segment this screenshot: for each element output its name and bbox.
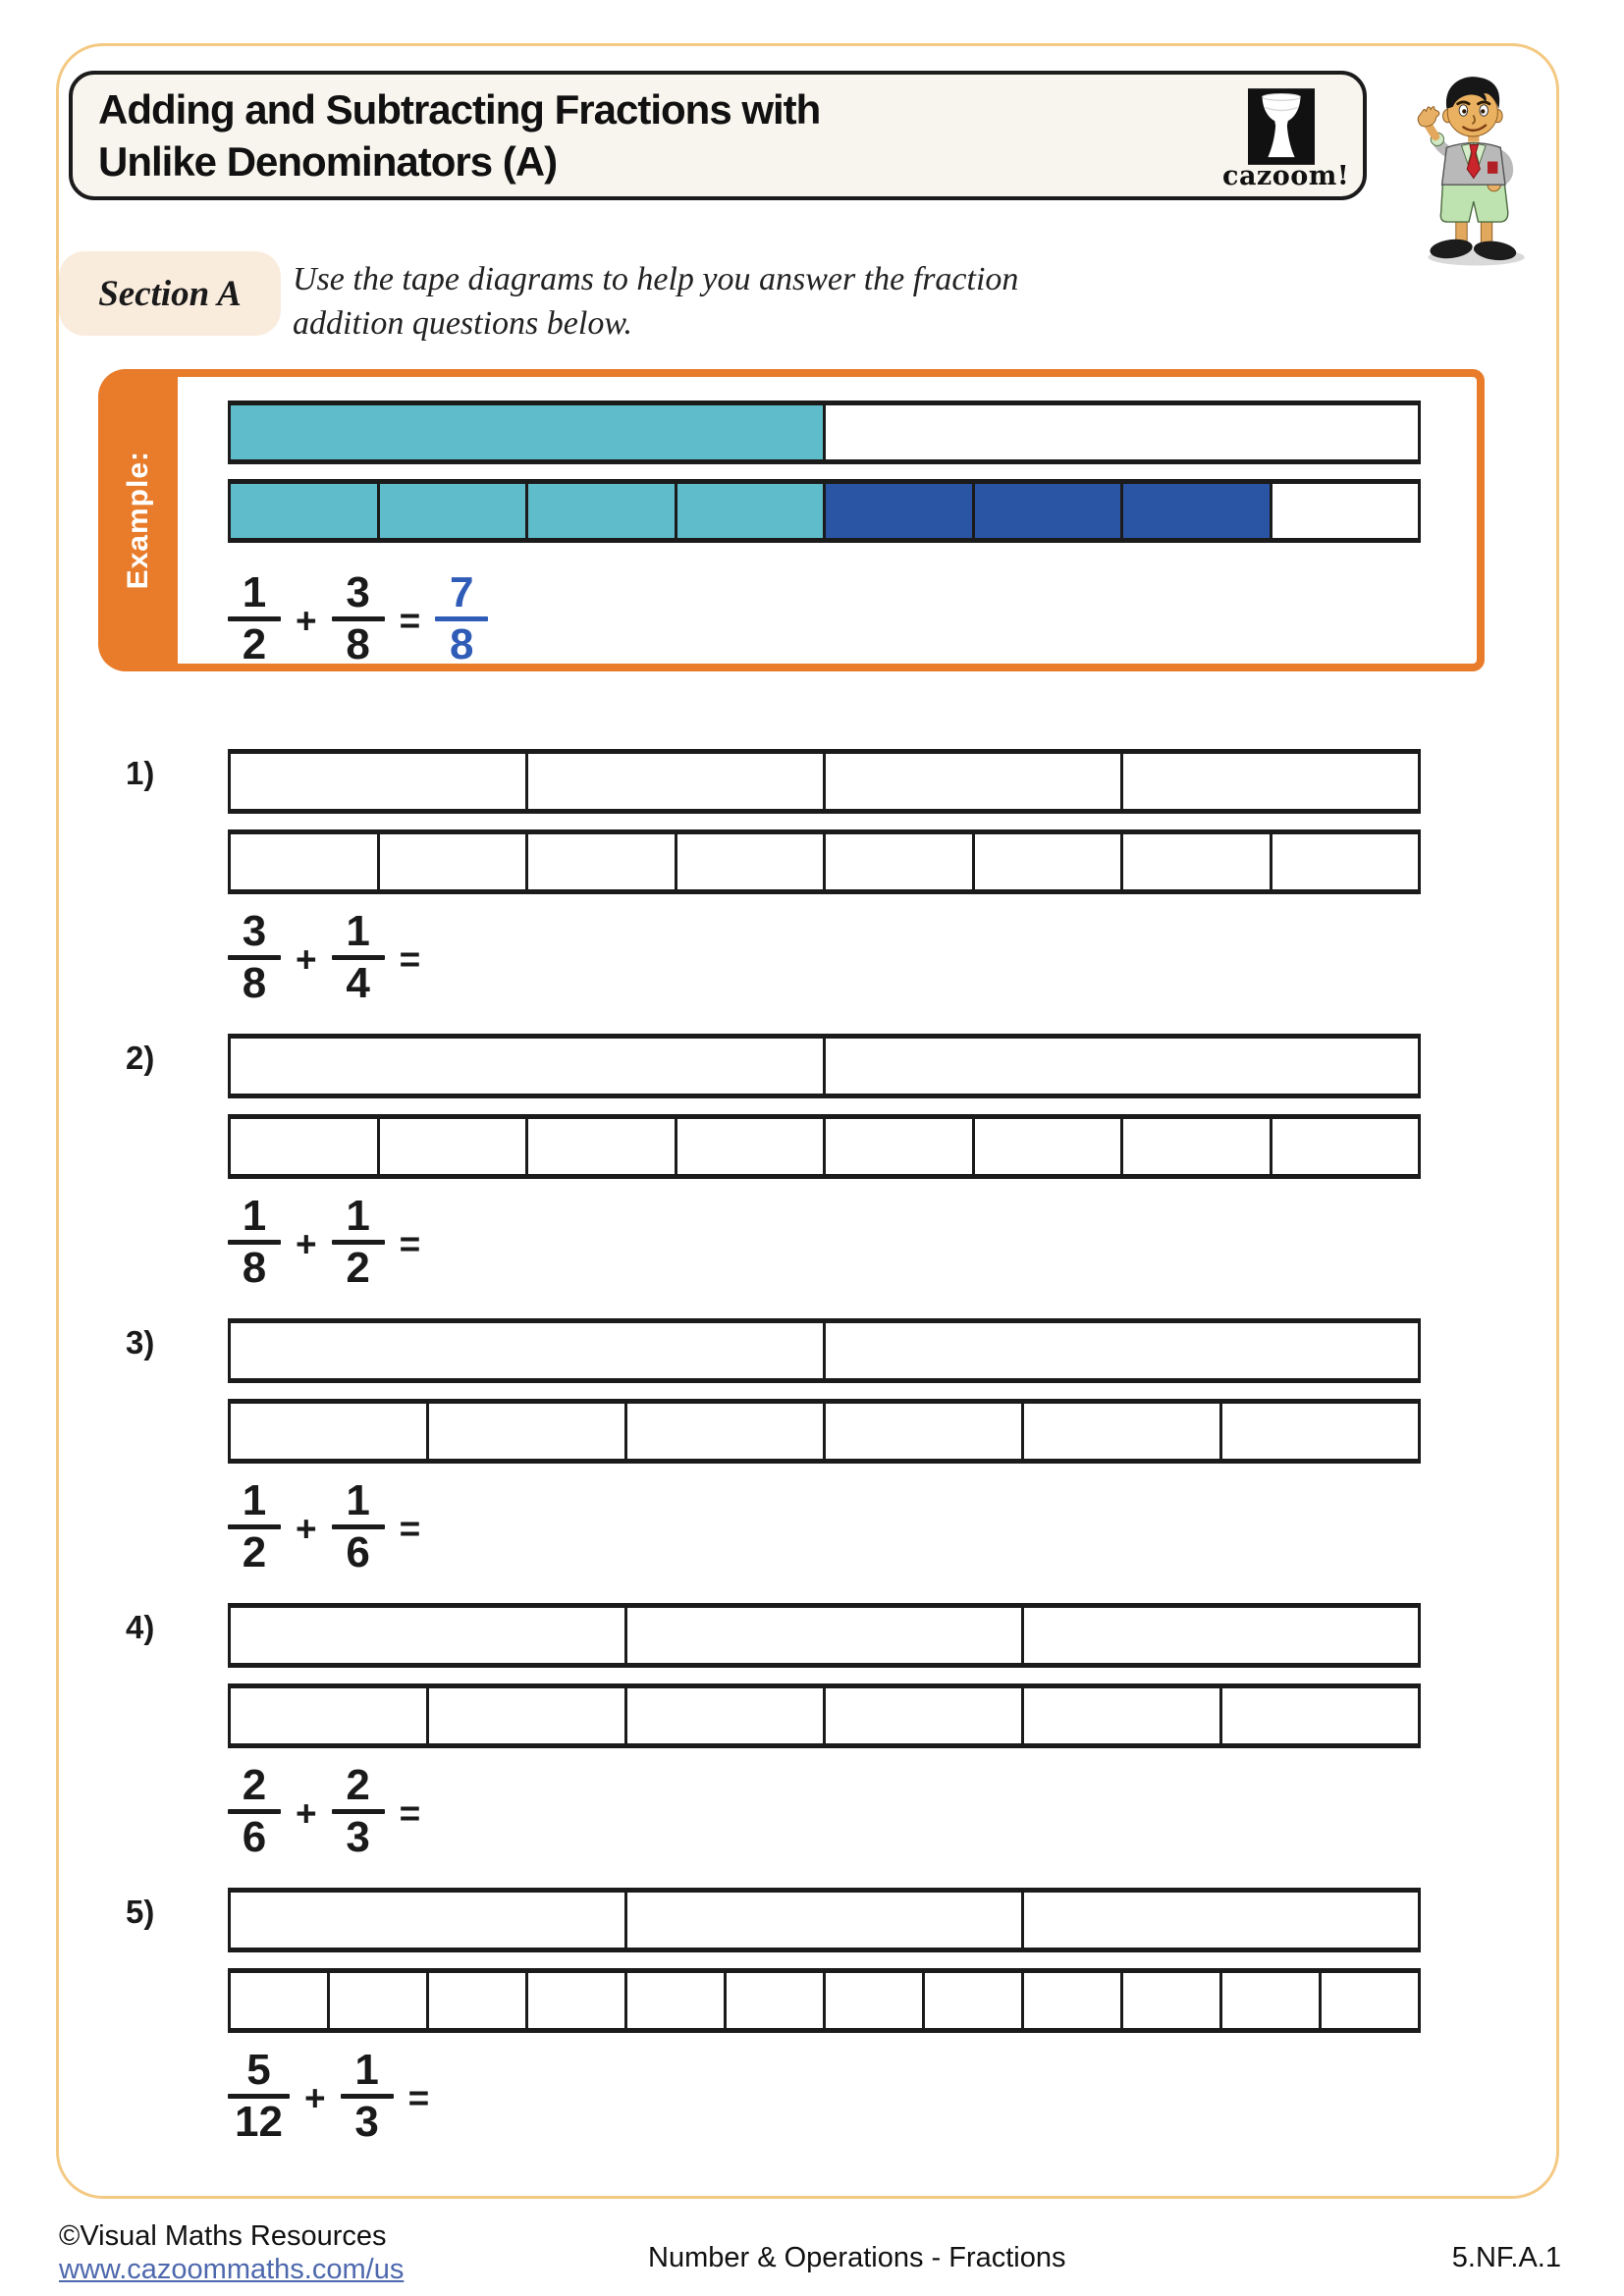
question-block (56, 1318, 1529, 1595)
tape-cell (826, 1973, 925, 2028)
equals-sign: = (399, 1223, 421, 1264)
numerator: 5 (246, 2046, 271, 2094)
plus-sign: + (296, 1223, 317, 1264)
tape-cell (1222, 1973, 1322, 2028)
cazoom-logo (1222, 88, 1350, 191)
tape-cell (1322, 1973, 1418, 2028)
tape-cell (330, 1973, 429, 2028)
example-tab (98, 369, 178, 671)
tape-cell (826, 834, 975, 889)
cazoom-logo-text: cazoom! (1222, 161, 1350, 191)
footer-standard-code: 5.NF.A.1 (1451, 2242, 1561, 2273)
example-fraction-1 (228, 569, 281, 668)
tape-cell (627, 1973, 727, 2028)
title-banner (69, 71, 1367, 200)
numerator: 3 (346, 568, 370, 616)
numerator: 1 (242, 568, 267, 616)
tape-cell (231, 1973, 330, 2028)
tape-cell (826, 1039, 1418, 1094)
tape-cell (975, 484, 1124, 538)
tape-cell (727, 1973, 826, 2028)
tape-diagram-top (228, 1888, 1421, 1952)
tape-diagram-bottom (228, 829, 1421, 894)
numerator: 7 (449, 568, 474, 616)
fraction-1 (228, 908, 281, 1007)
question-block (56, 1034, 1529, 1310)
tape-cell (1123, 484, 1272, 538)
tape-diagram-top (228, 1318, 1421, 1383)
section-instruction (293, 257, 1157, 346)
plus-sign: + (296, 1792, 317, 1834)
fraction-1 (228, 2047, 290, 2146)
tape-cell (1123, 1973, 1222, 2028)
tape-cell (826, 1119, 975, 1174)
tape-cell (1272, 1119, 1419, 1174)
numerator: 1 (242, 1476, 267, 1524)
tape-diagram-bottom (228, 1683, 1421, 1748)
footer-copyright: ©Visual Maths Resources (59, 2220, 387, 2252)
tape-diagram-top (228, 1034, 1421, 1098)
tape-cell (231, 1039, 826, 1094)
denominator: 8 (449, 620, 474, 668)
tape-cell (1272, 484, 1419, 538)
djembe-drum-icon (1248, 88, 1315, 165)
tape-cell (231, 484, 380, 538)
tape-cell (1222, 1688, 1418, 1743)
tape-cell (1024, 1893, 1418, 1948)
tape-cell (1222, 1404, 1418, 1459)
fraction-2 (332, 1477, 385, 1576)
tape-diagram-bottom (228, 1968, 1421, 2033)
denominator: 4 (346, 959, 370, 1007)
instruction-line2: addition questions below. (293, 305, 632, 343)
example-tab-label: Example: (121, 451, 154, 590)
fraction-equation (228, 908, 435, 1007)
tape-diagram-bottom (228, 1399, 1421, 1464)
example-equation (228, 569, 488, 668)
numerator: 1 (242, 1192, 267, 1240)
tape-cell (1024, 1404, 1222, 1459)
section-label: Section A (98, 273, 242, 314)
tape-cell (231, 1404, 429, 1459)
boy-mascot-illustration (1400, 67, 1540, 275)
tape-cell (627, 1893, 1024, 1948)
tape-cell (528, 754, 826, 809)
plus-sign: + (303, 2077, 326, 2118)
tape-cell (380, 484, 529, 538)
example-fraction-2 (332, 569, 385, 668)
tape-cell (975, 1119, 1124, 1174)
tape-cell (826, 1688, 1024, 1743)
fraction-2 (332, 1193, 385, 1292)
equals-sign: = (407, 2077, 430, 2118)
fraction-2 (341, 2047, 394, 2146)
instruction-line1: Use the tape diagrams to help you answer the fraction (293, 261, 1019, 297)
numerator: 2 (346, 1761, 370, 1809)
denominator: 6 (242, 1813, 267, 1861)
fraction-equation (228, 1193, 435, 1292)
page-title (98, 84, 820, 188)
example-bottom-bar (228, 479, 1421, 543)
denominator: 8 (346, 620, 370, 668)
tape-cell (1123, 834, 1272, 889)
footer-website-link[interactable]: www.cazoommaths.com/us (59, 2254, 405, 2285)
numerator: 1 (346, 907, 370, 955)
footer-topic: Number & Operations - Fractions (648, 2242, 1066, 2273)
tape-cell (627, 1404, 826, 1459)
tape-cell (1123, 754, 1418, 809)
tape-cell (925, 1973, 1024, 2028)
equals-sign: = (399, 1792, 421, 1834)
tape-cell (677, 1119, 827, 1174)
numerator: 1 (346, 1476, 370, 1524)
tape-cell (231, 754, 528, 809)
question-number: 2) (126, 1040, 155, 1076)
equals-sign: = (399, 1508, 421, 1549)
tape-cell (1272, 834, 1419, 889)
tape-cell (231, 1688, 429, 1743)
tape-cell (429, 1973, 528, 2028)
plus-sign: + (296, 1508, 317, 1549)
denominator: 2 (242, 1528, 267, 1576)
tape-cell (975, 834, 1124, 889)
tape-cell (1024, 1608, 1418, 1663)
tape-cell (380, 1119, 529, 1174)
tape-cell (231, 1119, 380, 1174)
equals-sign: = (399, 938, 421, 980)
section-label-pill (59, 251, 281, 336)
page-title-line1: Adding and Subtracting Fractions with (98, 86, 821, 133)
tape-cell (826, 754, 1123, 809)
question-number: 3) (126, 1324, 155, 1361)
denominator: 8 (242, 1244, 267, 1292)
denominator: 6 (346, 1528, 370, 1576)
tape-cell (429, 1404, 627, 1459)
question-number: 1) (126, 755, 155, 791)
fraction-1 (228, 1762, 281, 1861)
tape-diagram-bottom (228, 1114, 1421, 1179)
denominator: 3 (354, 2098, 379, 2146)
tape-cell (826, 484, 975, 538)
tape-diagram-top (228, 1603, 1421, 1668)
question-number: 4) (126, 1609, 155, 1645)
tape-cell (1024, 1973, 1123, 2028)
numerator: 2 (242, 1761, 267, 1809)
plus-sign: + (296, 600, 317, 641)
denominator: 2 (242, 620, 267, 668)
tape-cell (1123, 1119, 1272, 1174)
tape-cell (826, 405, 1418, 459)
tape-cell (528, 1973, 627, 2028)
fraction-equation (228, 2047, 444, 2146)
example-answer-fraction (435, 569, 488, 668)
fraction-1 (228, 1193, 281, 1292)
tape-cell (826, 1323, 1418, 1378)
tape-cell (826, 1404, 1024, 1459)
tape-cell (528, 484, 677, 538)
denominator: 2 (346, 1244, 370, 1292)
example-box (98, 369, 1485, 671)
tape-cell (231, 1893, 627, 1948)
tape-cell (380, 834, 529, 889)
page-title-line2: Unlike Denominators (A) (98, 137, 558, 185)
denominator: 12 (235, 2098, 283, 2146)
equals-sign: = (399, 600, 421, 641)
tape-cell (627, 1688, 826, 1743)
fraction-1 (228, 1477, 281, 1576)
denominator: 8 (242, 959, 267, 1007)
tape-cell (429, 1688, 627, 1743)
question-block (56, 1888, 1529, 2164)
tape-cell (231, 834, 380, 889)
tape-cell (231, 1323, 826, 1378)
tape-cell (1024, 1688, 1222, 1743)
denominator: 3 (346, 1813, 370, 1861)
numerator: 1 (354, 2046, 379, 2094)
tape-cell (528, 1119, 677, 1174)
question-block (56, 749, 1529, 1026)
fraction-2 (332, 908, 385, 1007)
tape-cell (231, 1608, 627, 1663)
numerator: 1 (346, 1192, 370, 1240)
question-block (56, 1603, 1529, 1880)
fraction-2 (332, 1762, 385, 1861)
plus-sign: + (296, 938, 317, 980)
fraction-equation (228, 1477, 435, 1576)
numerator: 3 (242, 907, 267, 955)
tape-cell (627, 1608, 1024, 1663)
tape-diagram-top (228, 749, 1421, 814)
fraction-equation (228, 1762, 435, 1861)
example-top-bar (228, 400, 1421, 464)
tape-cell (677, 484, 827, 538)
tape-cell (528, 834, 677, 889)
question-number: 5) (126, 1894, 155, 1930)
tape-cell (677, 834, 827, 889)
tape-cell (231, 405, 826, 459)
